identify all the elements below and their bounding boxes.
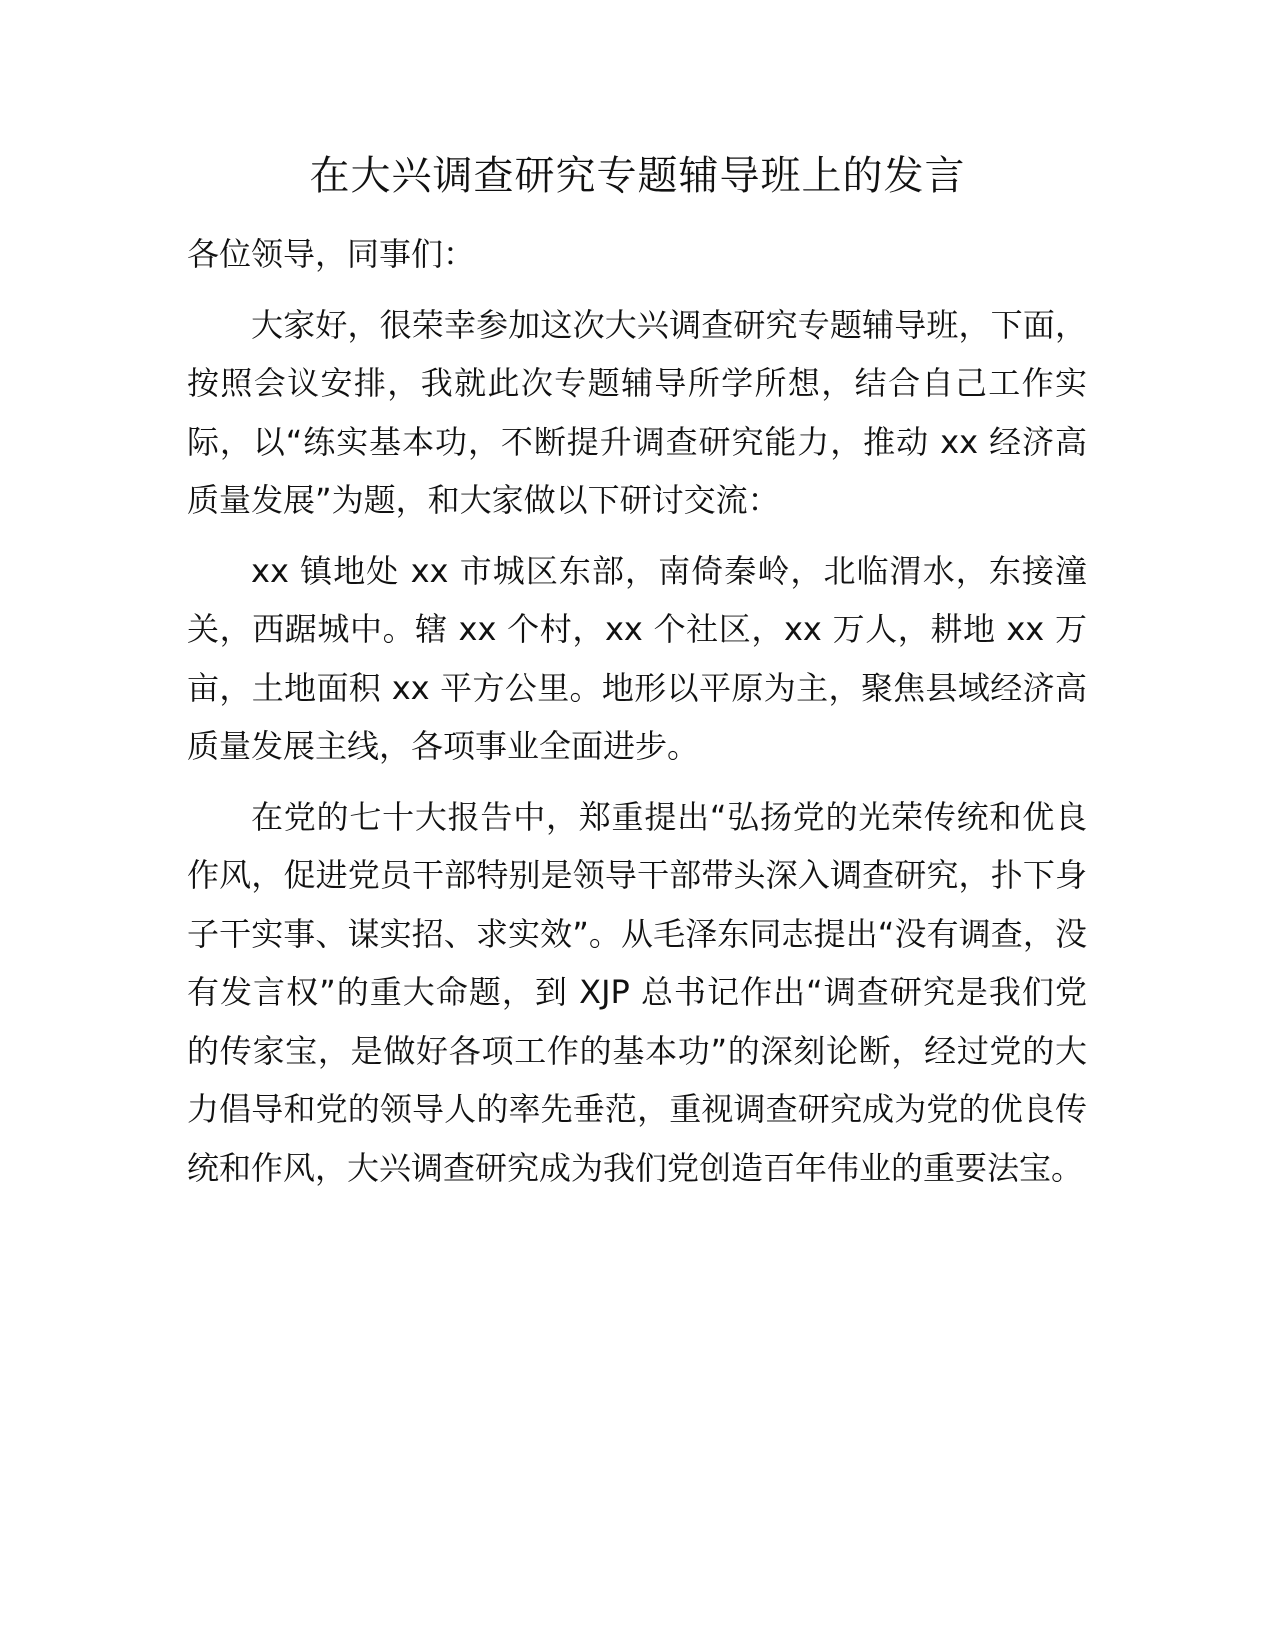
paragraph-intro: 大家好，很荣幸参加这次大兴调查研究专题辅导班，下面，按照会议安排，我就此次专题辅导所学所想，结合自己工作实际，以“练实基本功，不断提升调查研究能力，推动 xx 经济高质量发展”为题，和大家做以下研讨交流： xyxy=(187,305,1087,519)
paragraph-town-profile: xx 镇地处 xx 市城区东部，南倚秦岭，北临渭水，东接潼关，西踞城中。辖 xx 个村，xx 个社区，xx 万人，耕地 xx 万亩，土地面积 xx 平方公里。地形以平原为主，聚焦县域经济高质量发展主线，各项事业全面进步。 xyxy=(187,551,1087,765)
document-title: 在大兴调查研究专题辅导班上的发言 xyxy=(309,153,966,199)
document-body xyxy=(187,225,1087,1209)
paragraph-party-report: 在党的七十大报告中，郑重提出“弘扬党的光荣传统和优良作风，促进党员干部特别是领导干部带头深入调查研究，扑下身子干实事、谋实招、求实效”。从毛泽东同志提出“没有调查，没有发言权”的重大命题，到 XJP 总书记作出“调查研究是我们党的传家宝，是做好各项工作的基本功”的深刻论断，经过党的大力倡导和党的领导人的率先垂范，重视调查研究成为党的优良传统和作风，大兴调查研究成为我们党创造百年伟业的重要法宝。 xyxy=(187,797,1087,1187)
salutation: 各位领导，同事们： xyxy=(187,235,476,273)
